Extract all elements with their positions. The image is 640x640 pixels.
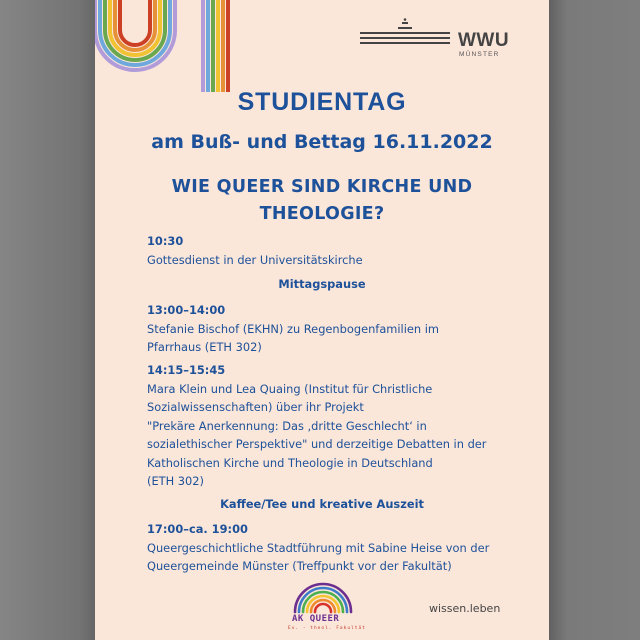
- program-line: Queergeschichtliche Stadtführung mit Sabine Heise von der: [147, 540, 490, 555]
- program-time: 14:15–15:45: [147, 363, 226, 377]
- poster: [95, 0, 549, 640]
- program-line: Stefanie Bischof (EKHN) zu Regenbogenfamilien im: [147, 321, 439, 336]
- program-item-3: [147, 361, 537, 491]
- rainbow-arches-decoration: [95, 0, 255, 100]
- ak-queer-label: AK QUEER: [292, 614, 340, 624]
- event-title: STUDIENTAG: [237, 88, 407, 116]
- event-subtitle: am Buß- und Bettag 16.11.2022: [151, 131, 493, 153]
- program-line: Queergemeinde Münster (Treffpunkt vor der Fakultät): [147, 559, 452, 573]
- program-line: (ETH 302): [147, 474, 204, 488]
- program-line: Mara Klein und Lea Quaing (Institut für Christliche: [147, 381, 433, 396]
- wwu-wordmark: WWU: [458, 30, 510, 51]
- heading-line: THEOLOGIE?: [259, 204, 385, 224]
- program-time: 17:00–ca. 19:00: [147, 522, 248, 536]
- program-line: Pfarrhaus (ETH 302): [147, 340, 262, 354]
- event-heading: [115, 174, 529, 228]
- wissen-leben-logo: wissen.leben: [429, 602, 501, 615]
- program-time: 13:00–14:00: [147, 303, 226, 317]
- program-line: Katholischen Kirche und Theologie in Deutschland: [147, 455, 433, 470]
- backdrop-right: [549, 0, 640, 640]
- break-label: Kaffee/Tee und kreative Auszeit: [220, 497, 424, 511]
- backdrop-left: [0, 0, 95, 640]
- break-label: Mittagspause: [278, 277, 366, 291]
- program-item-4: [147, 520, 537, 576]
- program-line: Gottesdienst in der Universitätskirche: [147, 252, 363, 267]
- wwu-logo-icon: [360, 18, 456, 48]
- program-item-1: [147, 232, 537, 269]
- program-time: 10:30: [147, 234, 184, 248]
- wwu-subtext: MÜNSTER: [459, 51, 500, 58]
- program-line: sozialethischer Perspektive" und derzeitige Debatten in der: [147, 437, 487, 451]
- heading-line: WIE QUEER SIND KIRCHE UND: [171, 177, 473, 197]
- ak-queer-rainbow-icon: [291, 578, 355, 614]
- ak-queer-subtext: Ev. - theol. Fakultät: [288, 626, 366, 631]
- program-line: Sozialwissenschaften) über ihr Projekt: [147, 400, 364, 414]
- program-line: "Prekäre Anerkennung: Das ‚dritte Geschlecht‘ in: [147, 418, 427, 433]
- program-item-2: [147, 301, 537, 357]
